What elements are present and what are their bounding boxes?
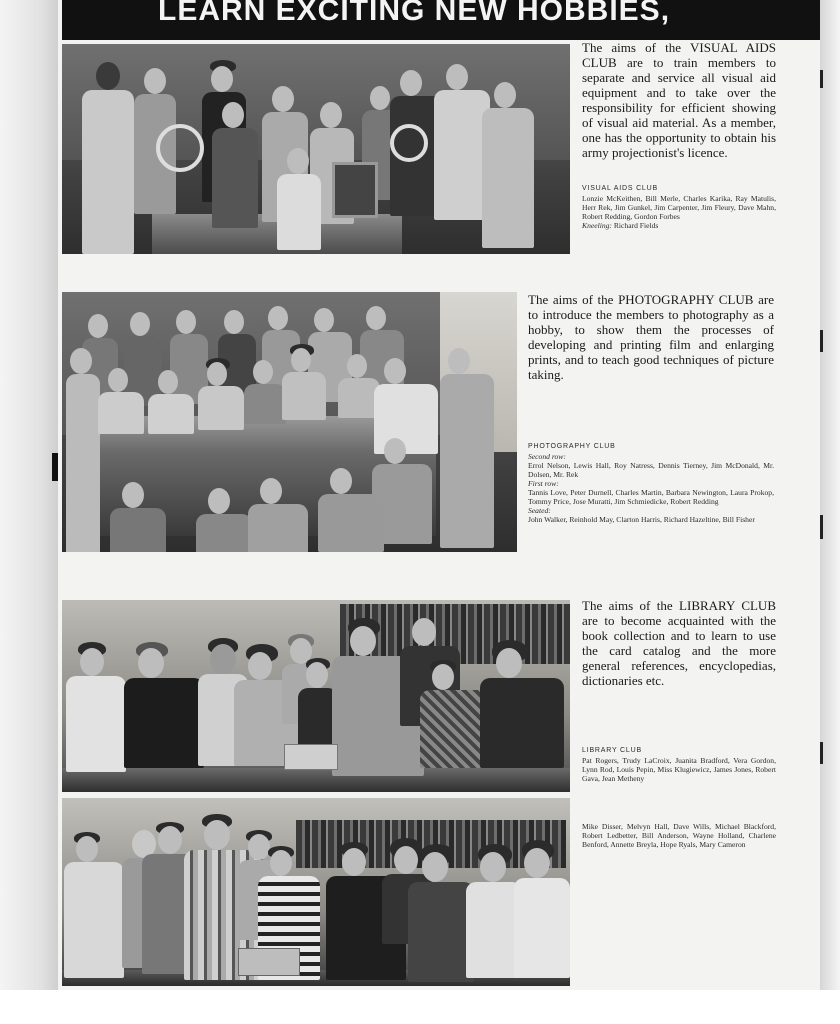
edge-mark	[820, 70, 823, 88]
visual-aids-aims	[582, 40, 776, 160]
edge-mark	[820, 515, 823, 539]
photography-club-title: PHOTOGRAPHY CLUB	[528, 443, 616, 450]
visual-aids-aims-text: The aims of the VISUAL AIDS CLUB are to train members to separate and service all visual aid equipment and to take over the responsibility for efficient showing of visual aid material. As a member, one has the opportunity to obtain his army projectionist's licence.	[582, 40, 776, 160]
page-tab-mark	[52, 453, 58, 481]
first-row-label: First row:	[528, 479, 559, 488]
library-members-1: Pat Rogers, Trudy LaCroix, Juanita Bradford, Vera Gordon, Lynn Rod, Louis Pepin, Miss Klugiewicz, James Jones, Robert Gava, Jean Metheny	[582, 756, 776, 783]
photography-aims	[528, 292, 774, 382]
second-row-names: Errol Nelson, Lewis Hall, Roy Natress, Dennis Tierney, Jim McDonald, Mr. Dolsen, Mr. Rek	[528, 461, 774, 479]
banner-title: LEARN EXCITING NEW HOBBIES,	[158, 0, 671, 27]
library-aims-text: The aims of the LIBRARY CLUB are to become acquainted with the book collection and to learn to use the card catalog and the more general references, encyclopedias, dictionaries etc.	[582, 598, 776, 688]
library-club-photo-1	[62, 600, 570, 792]
visual-aids-club-photo	[62, 44, 570, 254]
photography-names	[528, 442, 774, 524]
first-row-names: Tannis Love, Peter Durnell, Charles Martin, Barbara Newington, Laura Prokop, Tommy Price, Jose Muratti, Jim Schmiedicke, Robert Redding	[528, 488, 774, 506]
kneeling-label: Kneeling:	[582, 221, 612, 230]
library-members-2: Mike Disser, Melvyn Hall, Dave Wills, Michael Blackford, Robert Ledbetter, Bill Anderson, Wayne Holland, Charlene Benford, Annette Breyla, Hope Ryals, Mary Cameron	[582, 822, 776, 849]
page-edge	[820, 0, 840, 990]
seated-label: Seated:	[528, 506, 551, 515]
library-names-1	[582, 746, 776, 783]
page-banner	[62, 0, 820, 40]
second-row-label: Second row:	[528, 452, 566, 461]
library-club-title: LIBRARY CLUB	[582, 747, 642, 754]
visual-aids-club-title: VISUAL AIDS CLUB	[582, 185, 658, 192]
kneeling-names: Richard Fields	[613, 221, 659, 230]
edge-mark	[820, 742, 823, 764]
visual-aids-names	[582, 184, 776, 230]
photography-aims-text: The aims of the PHOTOGRAPHY CLUB are to introduce the members to photography as a hobby, to show them the processes of developing and printing film and enlarging prints, and to teach good techniques of picture taking.	[528, 292, 774, 382]
visual-aids-members: Lonzie McKeithen, Bill Merle, Charles Karika, Ray Matulis, Herr Rek, Jim Gunkel, Jim Carpenter, Jim Fleury, Dave Mahn, Robert Redding, Gordon Forbes	[582, 194, 776, 221]
seated-names: John Walker, Reinhold May, Clarton Harris, Richard Hazeltine, Bill Fisher	[528, 515, 755, 524]
photography-club-photo	[62, 292, 517, 552]
edge-mark	[820, 330, 823, 352]
library-names-2	[582, 822, 776, 849]
library-aims	[582, 598, 776, 688]
library-club-photo-2	[62, 798, 570, 986]
page-gutter	[0, 0, 58, 990]
